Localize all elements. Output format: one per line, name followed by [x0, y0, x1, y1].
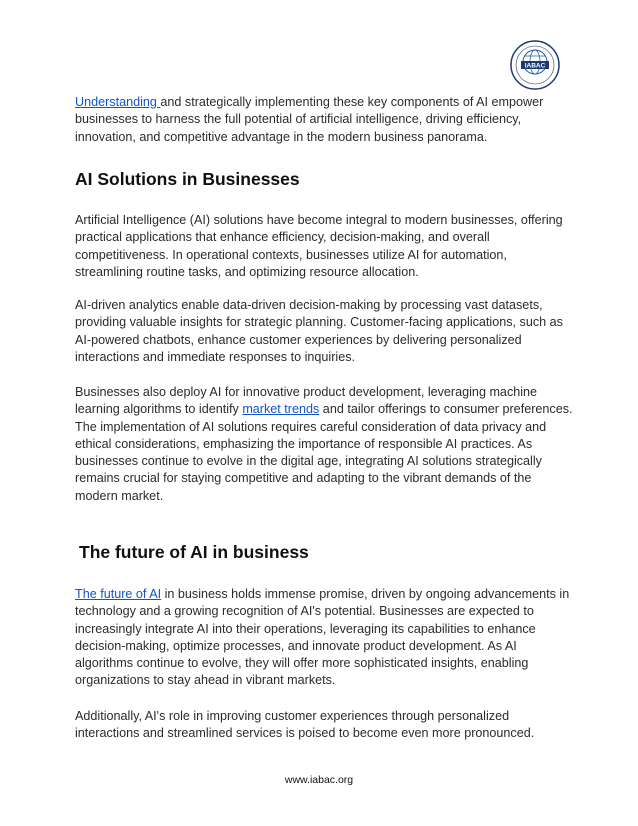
ai-solutions-paragraph-3 [75, 384, 575, 505]
section-heading-future-of-ai: The future of AI in business [79, 542, 309, 562]
iabac-logo-icon [510, 40, 560, 90]
future-of-ai-link[interactable]: The future of AI [75, 587, 162, 601]
market-trends-link[interactable]: market trends [242, 402, 320, 417]
future-paragraph-2: Additionally, AI's role in improving customer experiences through personalized interactions and streamlined services is poised to become even more pronounced. [75, 709, 535, 741]
ai-solutions-paragraph-1: Artificial Intelligence (AI) solutions have become integral to modern businesses, offering practical applications that enhance efficiency, decision-making, and overall competitiveness. In operational contexts, businesses utilize AI for automation, streamlining routine tasks, and optimizing resource allocation. [75, 213, 563, 279]
iabac-logo [510, 40, 560, 90]
intro-paragraph [75, 94, 575, 146]
intro-text: and strategically implementing these key components of AI empower businesses to harness the full potential of artificial intelligence, driving efficiency, innovation, and competitive advantage in the modern business panorama. [75, 95, 544, 144]
ai-solutions-paragraph-2: AI-driven analytics enable data-driven decision-making by processing vast datasets, providing valuable insights for strategic planning. Customer-facing applications, such as AI-powered chatbots, enhance customer experiences by delivering personalized interactions and immediate responses to inquiries. [75, 298, 563, 364]
understanding-link[interactable]: Understanding [75, 95, 161, 109]
paragraph-3-text-after: and tailor offerings to consumer preferences. The implementation of AI solutions requires careful consideration of data privacy and ethical considerations, emphasizing the importance of responsible AI practices. As businesses continue to evolve in the digital age, integrating AI solutions strategically remains crucial for staying competitive and adapting to the vibrant demands of the modern market. [75, 402, 573, 503]
future-paragraph-1 [75, 586, 575, 690]
section-heading-ai-solutions: AI Solutions in Businesses [75, 169, 300, 189]
svg-text:IABAC: IABAC [524, 62, 546, 70]
paragraph-3-text-before: Businesses also deploy AI for innovative product development, leveraging machine learning algorithms to identify [75, 385, 538, 417]
future-paragraph-1-text: in business holds immense promise, driven by ongoing advancements in technology and a growing recognition of AI's potential. Businesses are expected to increasingly integrate AI into their operations, leveraging its capabilities to enhance decision-making, optimize processes, and innovate product development. As AI algorithms continue to evolve, they will offer more sophisticated insights, enabling organizations to stay ahead in vibrant markets. [75, 587, 570, 688]
footer-url: www.iabac.org [284, 774, 354, 786]
